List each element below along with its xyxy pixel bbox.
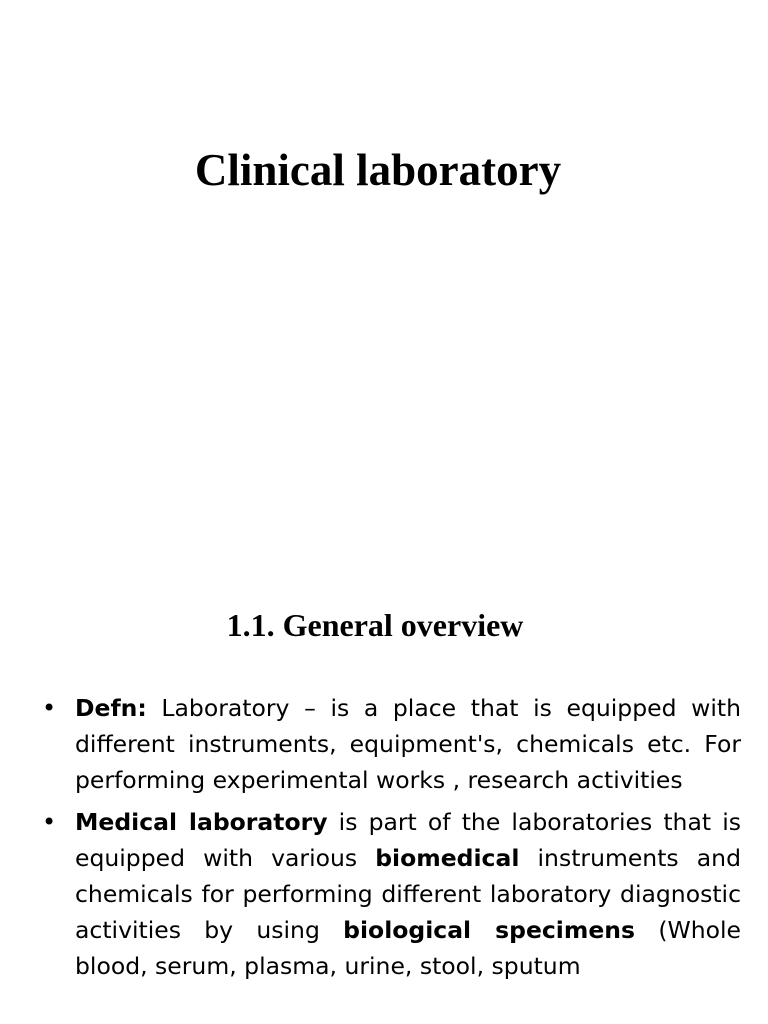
bullet-item-definition: [0, 690, 768, 798]
medical-laboratory-body-1: is part of the laboratories that is equipped with various: [75, 808, 741, 872]
slide-title: Clinical laboratory: [194, 145, 562, 195]
medical-laboratory-text: [75, 804, 741, 984]
biological-specimens-term: biological specimens: [343, 916, 636, 944]
bullet-item-medical-laboratory: [0, 804, 768, 984]
bullet-list: [0, 690, 768, 990]
bullet-dot-icon: •: [42, 808, 57, 836]
bullet-dot-icon: •: [42, 694, 57, 722]
medical-laboratory-term: Medical laboratory: [75, 808, 328, 836]
section-heading: 1.1. General overview: [226, 607, 524, 643]
medical-laboratory-body-3: (Whole blood, serum, plasma, urine, stool, sputum: [75, 916, 741, 980]
definition-label: Defn:: [75, 694, 147, 722]
definition-text: [75, 690, 741, 798]
medical-laboratory-body-2: instruments and chemicals for performing different laboratory diagnostic activities by using: [75, 844, 741, 944]
biomedical-term: biomedical: [375, 844, 520, 872]
definition-body: Laboratory – is a place that is equipped with different instruments, equipment's, chemicals etc. For performing experimental works , research activities: [75, 694, 741, 794]
